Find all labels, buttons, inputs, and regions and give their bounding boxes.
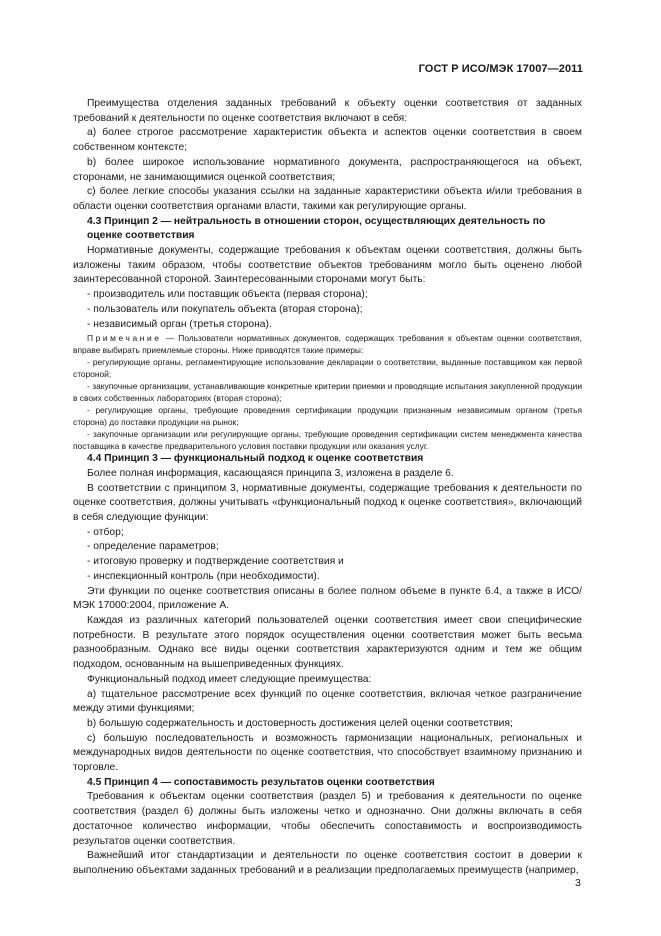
list-item: - пользователь или покупатель объекта (вторая сторона); [87,303,363,315]
section-4-3-title-line2: оценке соответствия [87,230,195,242]
section-4-4-paragraph-3: Эти функции по оценке соответствия описаны в более полном объеме в пункте 6.4, а также в ИСО/МЭК 17000:2004, приложение А. [73,585,582,612]
note-item: - регулирующие органы, регламентирующие использование декларации о соответствии, выданные поставщиком как первой стороной; [73,357,582,380]
list-item: - итоговую проверку и подтверждение соответствия и [87,556,344,568]
note-item: - закупочные организации, устанавливающие конкретные критерии приемки и проводящие испытания закупленной продукции в своих собственных лабораториях (вторая сторона); [73,381,582,404]
note-label: Примечание [87,333,162,344]
list-item: - определение параметров; [87,541,219,553]
note-item: - регулирующие органы, требующие проведения сертификации продукции признанным независимым органом (третья сторона) до поставки продукции на рынок; [73,405,582,428]
intro-item-c: c) более легкие способы указания ссылки на заданные характеристики объекта и/или требования в области оценки соответствия органами власти, такими как регулирующие органы. [73,186,582,212]
advantage-item-b: b) большую содержательность и достоверность достижения целей оценки соответствия; [87,717,513,729]
advantage-item-a: a) тщательное рассмотрение всех функций по оценке соответствия, включая четкое разграничение между этими функциями; [73,688,582,715]
intro-paragraph: Преимущества отделения заданных требований к объекту оценки соответствия от заданных требований к деятельности по оценке соответствия включают в себя: [73,98,582,124]
page-number: 3 [575,877,581,889]
section-4-4-paragraph-2: В соответствии с принципом 3, нормативные документы, содержащие требования к деятельности по оценке соответствия, должны учитывать «функциональный подход к оценке соответствия», включающий в себя следующие функции: [73,482,582,524]
list-item: - независимый орган (третья сторона). [87,318,272,330]
note-item: - закупочные организации или регулирующие органы, требующие проведения сертификации систем менеджмента качества поставщика в качестве предварительного условия поставки продукции или оказания услуг. [73,429,582,452]
list-item: - отбор; [87,526,124,538]
intro-item-a: a) более строгое рассмотрение характеристик объекта и аспектов оценки соответствия в своем собственном контексте; [73,127,582,154]
section-4-3-paragraph: Нормативные документы, содержащие требования к объектам оценки соответствия, должны быть изложены таким образом, чтобы соответствие объектов требованиям могло быть оценено любой заинтересованной стороной. Заинтересованными сторонами могут быть: [73,245,582,286]
document-header: ГОСТ Р ИСО/МЭК 17007—2011 [418,63,583,75]
section-4-5-paragraph-1: Требования к объектам оценки соответствия (раздел 5) и требования к деятельности по оценке соответствия (раздел 6) должны быть изложены четко и однозначно. Они должны включать в себя достаточное количество информации, чтобы обеспечить сопоставимость и воспроизводимость результатов оценки соответствия. [73,791,582,847]
list-item: - инспекционный контроль (при необходимости). [87,570,320,582]
section-4-4-paragraph-1: Более полная информация, касающаяся принципа 3, изложена в разделе 6. [87,467,454,479]
advantage-item-c: c) большую последовательность и возможность гармонизации национальных, региональных и международных видов деятельности по оценке соответствия, что способствует взаимному признанию и торговле. [73,732,582,774]
section-4-3-heading [73,215,582,244]
note-paragraph [73,332,582,356]
section-4-5-heading: 4.5 Принцип 4 — сопоставимость результатов оценки соответствия [87,776,435,788]
intro-item-b: b) более широкое использование нормативного документа, распространяющегося на объект, сторонами, не занимающимися оценкой соответствия; [73,156,582,183]
section-4-4-paragraph-4: Каждая из различных категорий пользователей оценки соответствия имеет свои специфические потребности. В результате этого порядок осуществления оценки соответствия может быть весьма разнообразным. Однако все виды оценки соответствия характеризуются одним и тем же общим подходом, основанным на вышеприведенных функциях. [73,614,582,671]
document-body [73,97,582,879]
section-4-4-heading: 4.4 Принцип 3 — функциональный подход к оценке соответствия [87,453,424,465]
section-4-3-title-line1: 4.3 Принцип 2 — нейтральность в отношении сторон, осуществляющих деятельность по [87,215,546,227]
list-item: - производитель или поставщик объекта (первая сторона); [87,289,368,301]
note-text: — Пользователи нормативных документов, содержащих требования к объектам оценки соответствия, вправе выбирать приемлемые стороны. Ниже приводятся такие примеры: [73,333,582,356]
section-4-5-paragraph-2: Важнейший итог стандартизации и деятельности по оценке соответствия состоит в доверии к выполнению объектами заданных требований и в реализации предполагаемых преимуществ (например, [73,850,582,876]
section-4-4-paragraph-5: Функциональный подход имеет следующие преимущества: [87,673,372,685]
